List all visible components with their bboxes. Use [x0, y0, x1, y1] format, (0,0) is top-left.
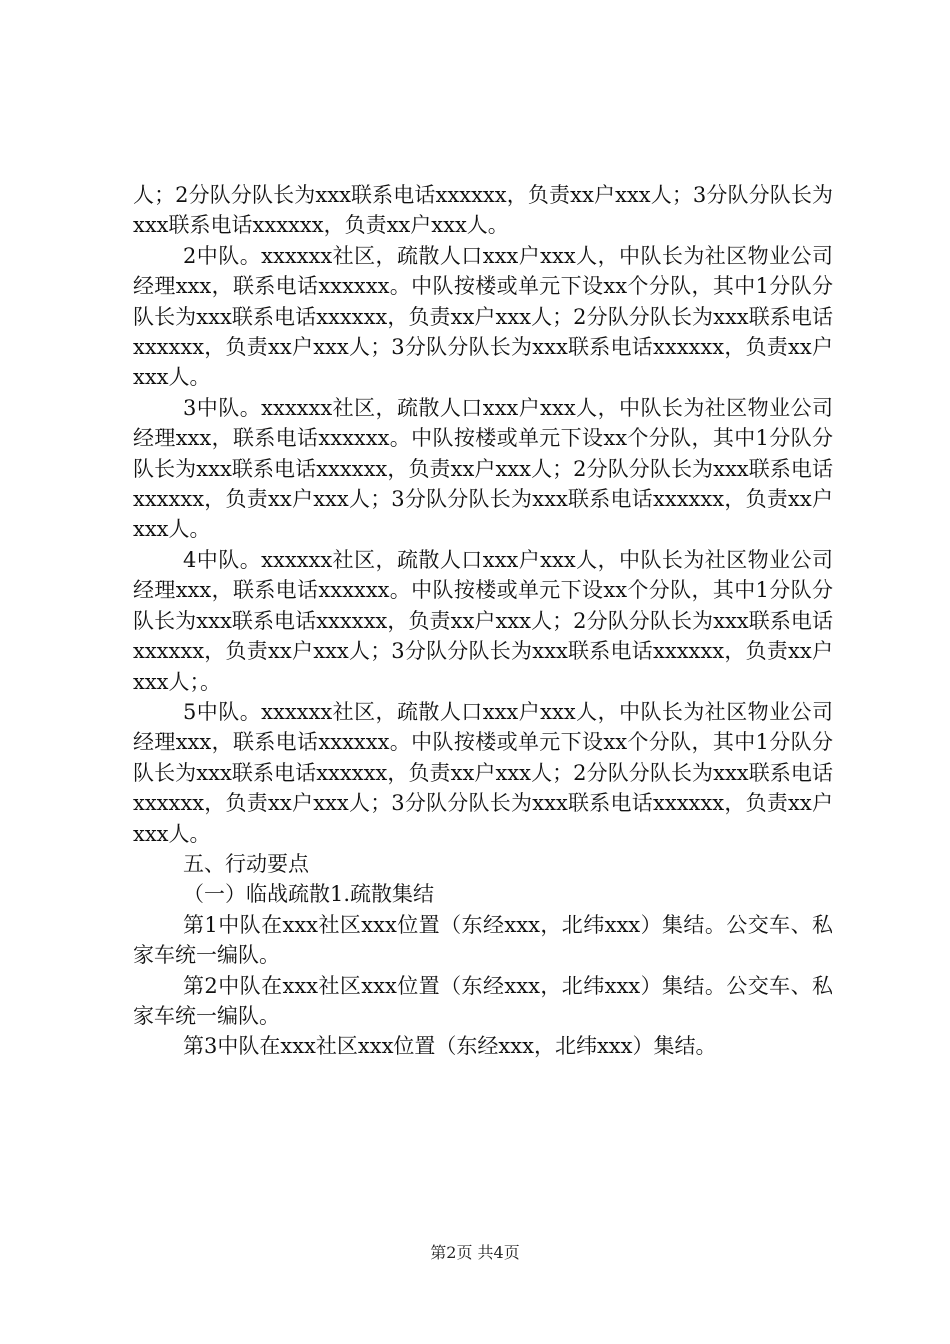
section-heading-five: 五、行动要点 — [183, 851, 309, 876]
paragraph-assembly-2: 第2中队在xxx社区xxx位置（东经xxx，北纬xxx）集结。公交车、私家车统一编队。 — [133, 973, 833, 1028]
paragraph-assembly-3: 第3中队在xxx社区xxx位置（东经xxx，北纬xxx）集结。 — [183, 1034, 717, 1059]
subsection-heading-evacuation: （一）临战疏散1.疏散集结 — [183, 882, 435, 907]
document-body — [133, 180, 833, 1062]
paragraph-squad-2: 2中队。xxxxxx社区，疏散人口xxx户xxx人，中队长为社区物业公司经理xxx，联系电话xxxxxx。中队按楼或单元下设xx个分队，其中1分队分队长为xxx联系电话xxxxxx，负责xx户xxx人；2分队分队长为xxx联系电话xxxxxx，负责xx户xxx人；3分队分队长为xxx联系电话xxxxxx，负责xx户xxx人。 — [133, 243, 833, 390]
paragraph-1: 人；2分队分队长为xxx联系电话xxxxxx，负责xx户xxx人；3分队分队长为xxx联系电话xxxxxx，负责xx户xxx人。 — [133, 183, 833, 238]
paragraph-squad-4: 4中队。xxxxxx社区，疏散人口xxx户xxx人，中队长为社区物业公司经理xxx，联系电话xxxxxx。中队按楼或单元下设xx个分队，其中1分队分队长为xxx联系电话xxxxxx，负责xx户xxx人；2分队分队长为xxx联系电话xxxxxx，负责xx户xxx人；3分队分队长为xxx联系电话xxxxxx，负责xx户xxx人；。 — [133, 547, 833, 694]
paragraph-assembly-1: 第1中队在xxx社区xxx位置（东经xxx，北纬xxx）集结。公交车、私家车统一编队。 — [133, 912, 833, 968]
page-number-label: 第2页 共4页 — [430, 1243, 520, 1262]
paragraph-squad-3: 3中队。xxxxxx社区，疏散人口xxx户xxx人，中队长为社区物业公司经理xxx，联系电话xxxxxx。中队按楼或单元下设xx个分队，其中1分队分队长为xxx联系电话xxxxxx，负责xx户xxx人；2分队分队长为xxx联系电话xxxxxx，负责xx户xxx人；3分队分队长为xxx联系电话xxxxxx，负责xx户xxx人。 — [133, 395, 833, 542]
paragraph-squad-5: 5中队。xxxxxx社区，疏散人口xxx户xxx人，中队长为社区物业公司经理xxx，联系电话xxxxxx。中队按楼或单元下设xx个分队，其中1分队分队长为xxx联系电话xxxxxx，负责xx户xxx人；2分队分队长为xxx联系电话xxxxxx，负责xx户xxx人；3分队分队长为xxx联系电话xxxxxx，负责xx户xxx人。 — [133, 699, 833, 846]
page-footer — [0, 1243, 950, 1263]
